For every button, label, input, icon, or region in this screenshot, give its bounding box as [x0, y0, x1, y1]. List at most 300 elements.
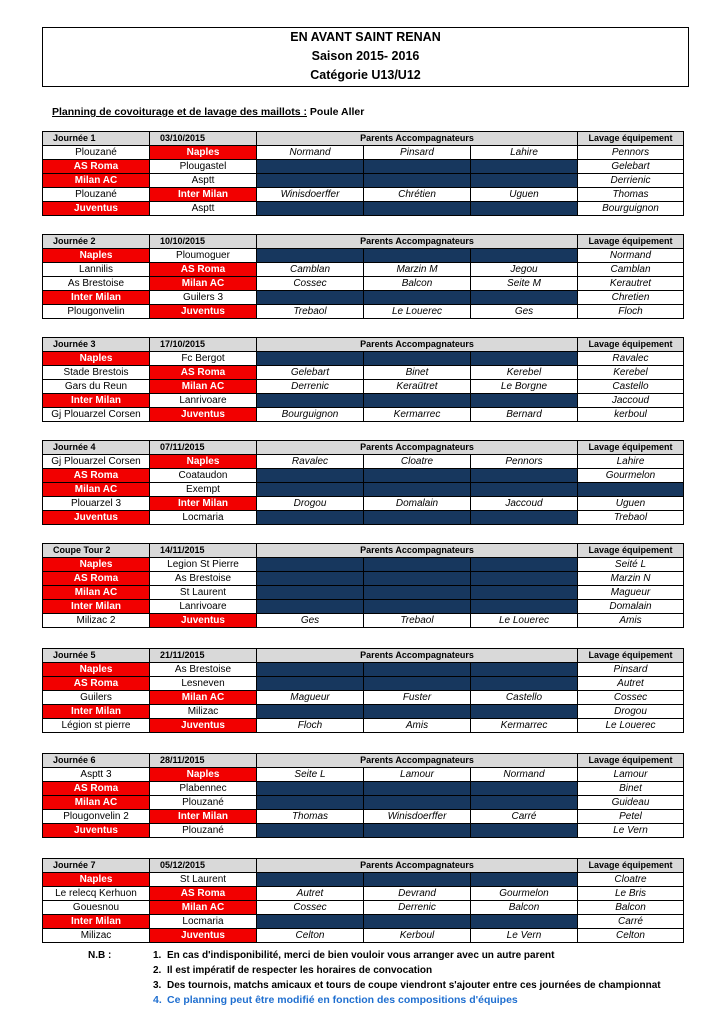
parent-cell — [471, 249, 578, 263]
table-row — [43, 497, 684, 511]
parent-cell — [257, 782, 364, 796]
parents-header: Parents Accompagnateurs — [257, 544, 578, 558]
home-team-cell: Milan AC — [43, 483, 150, 497]
lavage-cell: Jaccoud — [578, 394, 684, 408]
table-header-row — [43, 441, 684, 455]
lavage-cell: Marzin N — [578, 572, 684, 586]
home-team-cell: Lannilis — [43, 263, 150, 277]
schedule-table — [42, 543, 684, 628]
parent-cell — [257, 291, 364, 305]
parent-cell — [471, 202, 578, 216]
lavage-header: Lavage équipement — [578, 132, 684, 146]
lavage-cell: Lahire — [578, 455, 684, 469]
parent-cell — [471, 469, 578, 483]
parent-cell: Derrenic — [364, 901, 471, 915]
parent-cell: Floch — [257, 719, 364, 733]
table-row — [43, 249, 684, 263]
table-row — [43, 873, 684, 887]
table-row — [43, 600, 684, 614]
club-name: EN AVANT SAINT RENAN — [290, 30, 441, 44]
home-team-cell: Naples — [43, 663, 150, 677]
parents-header: Parents Accompagnateurs — [257, 649, 578, 663]
parent-cell: Seite L — [257, 768, 364, 782]
parent-cell: Lahire — [471, 146, 578, 160]
parent-cell: Kermarrec — [364, 408, 471, 422]
table-header-row — [43, 859, 684, 873]
parent-cell — [471, 873, 578, 887]
round-date: 10/10/2015 — [150, 235, 257, 249]
parent-cell: Uguen — [471, 188, 578, 202]
away-team-cell: AS Roma — [150, 366, 257, 380]
lavage-cell: Thomas — [578, 188, 684, 202]
parent-cell — [471, 600, 578, 614]
away-team-cell: Inter Milan — [150, 497, 257, 511]
lavage-cell: Gelebart — [578, 160, 684, 174]
lavage-cell: kerboul — [578, 408, 684, 422]
parent-cell: Le Louerec — [471, 614, 578, 628]
home-team-cell: Milan AC — [43, 174, 150, 188]
parent-cell — [471, 483, 578, 497]
parent-cell — [364, 586, 471, 600]
home-team-cell: Plougonvelin 2 — [43, 810, 150, 824]
round-date: 05/12/2015 — [150, 859, 257, 873]
away-team-cell: Milan AC — [150, 691, 257, 705]
parent-cell: Balcon — [364, 277, 471, 291]
parent-cell: Camblan — [257, 263, 364, 277]
table-row — [43, 188, 684, 202]
away-team-cell: Naples — [150, 146, 257, 160]
parent-cell: Derrenic — [257, 380, 364, 394]
home-team-cell: Naples — [43, 249, 150, 263]
note-number: 3. — [153, 980, 162, 991]
table-header-row — [43, 544, 684, 558]
table-row — [43, 160, 684, 174]
table-row — [43, 202, 684, 216]
parent-cell: Castello — [471, 691, 578, 705]
away-team-cell: Legion St Pierre — [150, 558, 257, 572]
lavage-cell: Kerebel — [578, 366, 684, 380]
table-row — [43, 614, 684, 628]
parent-cell — [471, 677, 578, 691]
parent-cell: Celton — [257, 929, 364, 943]
lavage-header: Lavage équipement — [578, 441, 684, 455]
subtitle-underlined: Planning de covoiturage et de lavage des maillots : — [52, 106, 307, 118]
table-row — [43, 782, 684, 796]
home-team-cell: Inter Milan — [43, 915, 150, 929]
table-row — [43, 352, 684, 366]
parent-cell: Ges — [471, 305, 578, 319]
lavage-cell: Pennors — [578, 146, 684, 160]
table-row — [43, 380, 684, 394]
away-team-cell: St Laurent — [150, 586, 257, 600]
table-row — [43, 824, 684, 838]
parents-header: Parents Accompagnateurs — [257, 338, 578, 352]
parent-cell — [364, 677, 471, 691]
table-row — [43, 469, 684, 483]
parent-cell: Drogou — [257, 497, 364, 511]
table-header-row — [43, 132, 684, 146]
home-team-cell: Juventus — [43, 824, 150, 838]
table-row — [43, 455, 684, 469]
table-row — [43, 263, 684, 277]
parent-cell — [364, 511, 471, 525]
home-team-cell: Inter Milan — [43, 600, 150, 614]
schedule-table — [42, 648, 684, 733]
table-row — [43, 677, 684, 691]
table-row — [43, 174, 684, 188]
notes — [88, 948, 661, 1008]
lavage-cell: Domalain — [578, 600, 684, 614]
parent-cell: Trebaol — [364, 614, 471, 628]
note-number: 2. — [153, 965, 162, 976]
parent-cell: Jaccoud — [471, 497, 578, 511]
away-team-cell: Inter Milan — [150, 188, 257, 202]
away-team-cell: As Brestoise — [150, 572, 257, 586]
table-row — [43, 408, 684, 422]
away-team-cell: Exempt — [150, 483, 257, 497]
lavage-cell — [578, 483, 684, 497]
note-text: Des tournois, matchs amicaux et tours de coupe viendront s'ajouter entre ces journées de championnat — [167, 980, 661, 991]
parent-cell — [364, 394, 471, 408]
lavage-cell: Chretien — [578, 291, 684, 305]
parent-cell — [364, 824, 471, 838]
round-label: Journée 3 — [43, 338, 150, 352]
parent-cell — [257, 202, 364, 216]
note-text-highlight: Ce planning peut être modifié en fonction des compositions d'équipes — [167, 994, 518, 1006]
lavage-cell: Trebaol — [578, 511, 684, 525]
schedule-subtitle — [52, 106, 364, 118]
away-team-cell: Plabennec — [150, 782, 257, 796]
away-team-cell: Lanrivoare — [150, 394, 257, 408]
parent-cell: Amis — [364, 719, 471, 733]
lavage-cell: Floch — [578, 305, 684, 319]
parent-cell — [364, 558, 471, 572]
away-team-cell: Naples — [150, 455, 257, 469]
parent-cell: Fuster — [364, 691, 471, 705]
away-team-cell: Coataudon — [150, 469, 257, 483]
lavage-cell: Drogou — [578, 705, 684, 719]
table-row — [43, 810, 684, 824]
parent-cell: Ravalec — [257, 455, 364, 469]
away-team-cell: Fc Bergot — [150, 352, 257, 366]
lavage-cell: Uguen — [578, 497, 684, 511]
away-team-cell: As Brestoise — [150, 663, 257, 677]
parent-cell — [257, 249, 364, 263]
parent-cell — [257, 873, 364, 887]
parent-cell — [364, 873, 471, 887]
away-team-cell: Juventus — [150, 929, 257, 943]
home-team-cell: Juventus — [43, 202, 150, 216]
lavage-cell: Pinsard — [578, 663, 684, 677]
parents-header: Parents Accompagnateurs — [257, 132, 578, 146]
parent-cell: Le Vern — [471, 929, 578, 943]
away-team-cell: AS Roma — [150, 887, 257, 901]
parent-cell — [364, 915, 471, 929]
home-team-cell: Naples — [43, 352, 150, 366]
parent-cell — [257, 915, 364, 929]
home-team-cell: Inter Milan — [43, 394, 150, 408]
table-row — [43, 705, 684, 719]
parent-cell: Chrétien — [364, 188, 471, 202]
table-row — [43, 558, 684, 572]
parent-cell: Kermarrec — [471, 719, 578, 733]
schedule-table — [42, 858, 684, 943]
parent-cell — [257, 174, 364, 188]
round-date: 14/11/2015 — [150, 544, 257, 558]
parent-cell — [364, 796, 471, 810]
table-row — [43, 691, 684, 705]
lavage-cell: Normand — [578, 249, 684, 263]
home-team-cell: AS Roma — [43, 782, 150, 796]
parent-cell — [364, 352, 471, 366]
parent-cell — [471, 572, 578, 586]
lavage-header: Lavage équipement — [578, 754, 684, 768]
parent-cell: Bourguignon — [257, 408, 364, 422]
parents-header: Parents Accompagnateurs — [257, 859, 578, 873]
parent-cell: Jegou — [471, 263, 578, 277]
home-team-cell: Juventus — [43, 511, 150, 525]
lavage-header: Lavage équipement — [578, 338, 684, 352]
parent-cell: Le Louerec — [364, 305, 471, 319]
home-team-cell: Gouesnou — [43, 901, 150, 915]
parent-cell: Lamour — [364, 768, 471, 782]
away-team-cell: Milan AC — [150, 380, 257, 394]
round-label: Journée 7 — [43, 859, 150, 873]
home-team-cell: Plouzané — [43, 188, 150, 202]
table-row — [43, 483, 684, 497]
table-row — [43, 394, 684, 408]
parent-cell — [257, 600, 364, 614]
parent-cell: Pinsard — [364, 146, 471, 160]
parent-cell — [471, 586, 578, 600]
lavage-cell: Le Louerec — [578, 719, 684, 733]
home-team-cell: As Brestoise — [43, 277, 150, 291]
table-row — [43, 305, 684, 319]
table-row — [43, 663, 684, 677]
note-text: En cas d'indisponibilité, merci de bien vouloir vous arranger avec un autre parent — [167, 950, 555, 961]
lavage-cell: Seité L — [578, 558, 684, 572]
schedule-table — [42, 440, 684, 525]
lavage-cell: Binet — [578, 782, 684, 796]
parent-cell: Gelebart — [257, 366, 364, 380]
away-team-cell: Plouzané — [150, 824, 257, 838]
table-header-row — [43, 338, 684, 352]
away-team-cell: Naples — [150, 768, 257, 782]
round-label: Journée 1 — [43, 132, 150, 146]
parent-cell — [471, 291, 578, 305]
away-team-cell: AS Roma — [150, 263, 257, 277]
parent-cell — [471, 394, 578, 408]
lavage-header: Lavage équipement — [578, 544, 684, 558]
parent-cell — [257, 394, 364, 408]
lavage-cell: Guideau — [578, 796, 684, 810]
away-team-cell: Lanrivoare — [150, 600, 257, 614]
parent-cell: Winisdoerffer — [257, 188, 364, 202]
parent-cell: Keraütret — [364, 380, 471, 394]
notes-label: N.B : — [88, 950, 112, 961]
parent-cell — [471, 663, 578, 677]
parent-cell — [364, 202, 471, 216]
parent-cell — [257, 705, 364, 719]
note-text: Il est impératif de respecter les horaires de convocation — [167, 965, 433, 976]
parent-cell — [471, 915, 578, 929]
lavage-cell: Amis — [578, 614, 684, 628]
parent-cell: Kerebel — [471, 366, 578, 380]
home-team-cell: Inter Milan — [43, 705, 150, 719]
parent-cell: Domalain — [364, 497, 471, 511]
lavage-cell: Le Vern — [578, 824, 684, 838]
parent-cell: Trebaol — [257, 305, 364, 319]
lavage-cell: Celton — [578, 929, 684, 943]
parent-cell — [364, 705, 471, 719]
home-team-cell: AS Roma — [43, 469, 150, 483]
lavage-cell: Balcon — [578, 901, 684, 915]
away-team-cell: Lesneven — [150, 677, 257, 691]
table-header-row — [43, 754, 684, 768]
home-team-cell: Milan AC — [43, 586, 150, 600]
away-team-cell: Plouzané — [150, 796, 257, 810]
parent-cell — [471, 824, 578, 838]
parent-cell — [364, 600, 471, 614]
away-team-cell: Locmaria — [150, 511, 257, 525]
schedule-table — [42, 337, 684, 422]
table-row — [43, 291, 684, 305]
home-team-cell: Le relecq Kerhuon — [43, 887, 150, 901]
parent-cell — [257, 572, 364, 586]
parent-cell — [257, 663, 364, 677]
round-date: 03/10/2015 — [150, 132, 257, 146]
table-row — [43, 887, 684, 901]
parent-cell: Cloatre — [364, 455, 471, 469]
parent-cell — [364, 160, 471, 174]
parent-cell: Normand — [257, 146, 364, 160]
title-box — [42, 27, 689, 87]
lavage-cell: Cossec — [578, 691, 684, 705]
away-team-cell: Juventus — [150, 614, 257, 628]
table-row — [43, 929, 684, 943]
schedule-table — [42, 131, 684, 216]
home-team-cell: AS Roma — [43, 572, 150, 586]
parent-cell — [471, 511, 578, 525]
season: Saison 2015- 2016 — [311, 49, 420, 63]
lavage-header: Lavage équipement — [578, 859, 684, 873]
table-row — [43, 719, 684, 733]
lavage-cell: Ravalec — [578, 352, 684, 366]
lavage-cell: Le Bris — [578, 887, 684, 901]
parent-cell — [257, 352, 364, 366]
home-team-cell: Gars du Reun — [43, 380, 150, 394]
lavage-cell: Magueur — [578, 586, 684, 600]
home-team-cell: Milan AC — [43, 796, 150, 810]
home-team-cell: Guilers — [43, 691, 150, 705]
parent-cell — [364, 249, 471, 263]
parent-cell: Seite M — [471, 277, 578, 291]
parent-cell — [257, 483, 364, 497]
table-row — [43, 366, 684, 380]
round-label: Coupe Tour 2 — [43, 544, 150, 558]
parent-cell: Kerboul — [364, 929, 471, 943]
round-date: 07/11/2015 — [150, 441, 257, 455]
parent-cell: Binet — [364, 366, 471, 380]
note-number: 1. — [153, 950, 162, 961]
parent-cell — [471, 160, 578, 174]
lavage-cell: Autret — [578, 677, 684, 691]
lavage-header: Lavage équipement — [578, 235, 684, 249]
lavage-cell: Bourguignon — [578, 202, 684, 216]
parent-cell — [364, 174, 471, 188]
parent-cell: Autret — [257, 887, 364, 901]
lavage-cell: Camblan — [578, 263, 684, 277]
lavage-cell: Lamour — [578, 768, 684, 782]
parent-cell — [257, 677, 364, 691]
home-team-cell: Stade Brestois — [43, 366, 150, 380]
parent-cell — [257, 469, 364, 483]
home-team-cell: Gj Plouarzel Corsen — [43, 455, 150, 469]
parent-cell — [364, 782, 471, 796]
table-row — [43, 511, 684, 525]
table-row — [43, 796, 684, 810]
parent-cell: Gourmelon — [471, 887, 578, 901]
home-team-cell: Milizac 2 — [43, 614, 150, 628]
away-team-cell: Guilers 3 — [150, 291, 257, 305]
round-label: Journée 5 — [43, 649, 150, 663]
table-header-row — [43, 649, 684, 663]
parent-cell: Bernard — [471, 408, 578, 422]
parent-cell: Cossec — [257, 901, 364, 915]
home-team-cell: AS Roma — [43, 677, 150, 691]
parent-cell — [364, 291, 471, 305]
away-team-cell: Milan AC — [150, 277, 257, 291]
parent-cell: Cossec — [257, 277, 364, 291]
round-date: 21/11/2015 — [150, 649, 257, 663]
away-team-cell: Plougastel — [150, 160, 257, 174]
parent-cell: Balcon — [471, 901, 578, 915]
home-team-cell: Inter Milan — [43, 291, 150, 305]
parent-cell — [471, 782, 578, 796]
table-row — [43, 915, 684, 929]
away-team-cell: Ploumoguer — [150, 249, 257, 263]
parent-cell — [257, 824, 364, 838]
lavage-header: Lavage équipement — [578, 649, 684, 663]
parent-cell: Le Borgne — [471, 380, 578, 394]
home-team-cell: Naples — [43, 558, 150, 572]
lavage-cell: Kerautret — [578, 277, 684, 291]
home-team-cell: Milizac — [43, 929, 150, 943]
parent-cell — [364, 663, 471, 677]
parent-cell — [257, 586, 364, 600]
parent-cell — [471, 558, 578, 572]
home-team-cell: Plougonvelin — [43, 305, 150, 319]
parents-header: Parents Accompagnateurs — [257, 235, 578, 249]
subtitle-rest: Poule Aller — [306, 106, 365, 118]
lavage-cell: Petel — [578, 810, 684, 824]
table-row — [43, 572, 684, 586]
category: Catégorie U13/U12 — [310, 68, 421, 82]
home-team-cell: Légion st pierre — [43, 719, 150, 733]
table-row — [43, 586, 684, 600]
away-team-cell: Juventus — [150, 719, 257, 733]
away-team-cell: Milizac — [150, 705, 257, 719]
parent-cell: Marzin M — [364, 263, 471, 277]
away-team-cell: Asptt — [150, 174, 257, 188]
away-team-cell: St Laurent — [150, 873, 257, 887]
parent-cell: Magueur — [257, 691, 364, 705]
table-header-row — [43, 235, 684, 249]
table-row — [43, 146, 684, 160]
parent-cell — [257, 160, 364, 174]
home-team-cell: Plouarzel 3 — [43, 497, 150, 511]
round-label: Journée 6 — [43, 754, 150, 768]
